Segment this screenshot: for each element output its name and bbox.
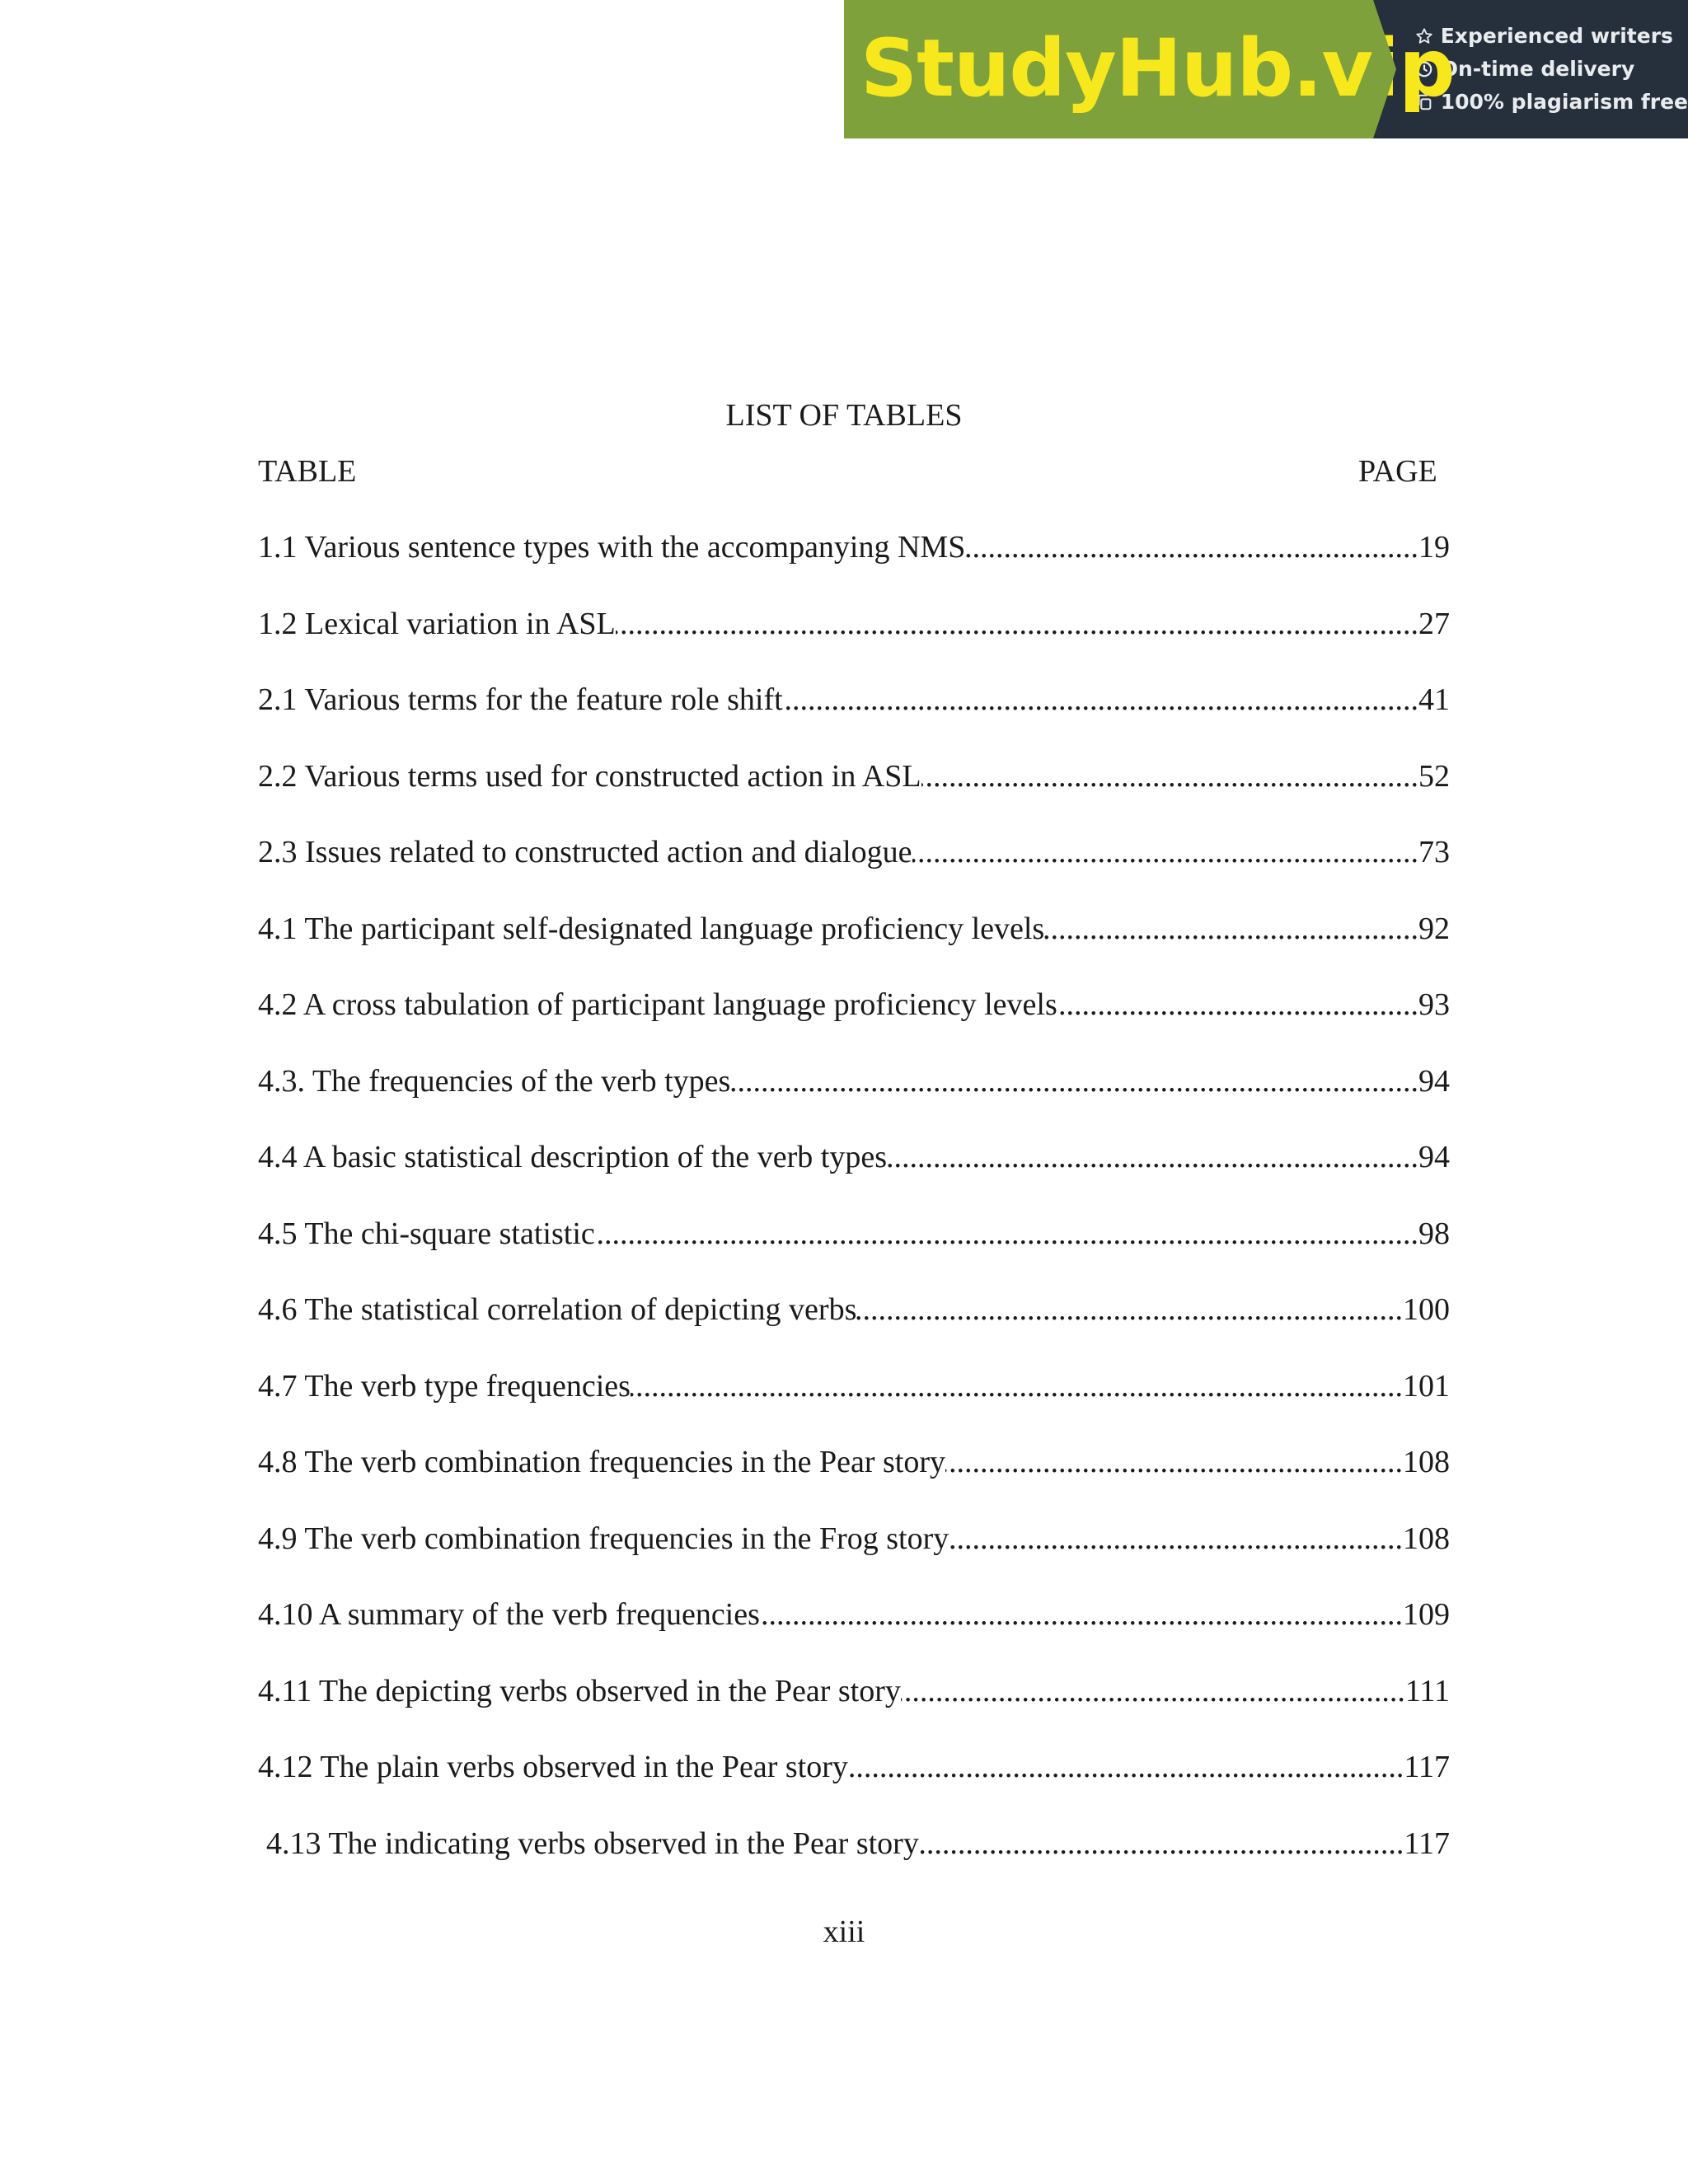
toc-leader-dots: [783, 678, 1418, 721]
column-header-page: PAGE: [1358, 454, 1437, 489]
toc-entry: [258, 1822, 1450, 1899]
toc-entry-page: 98: [1418, 1216, 1450, 1251]
toc-entry-page: 109: [1403, 1597, 1450, 1632]
feature-text: Experienced writers: [1440, 24, 1673, 48]
table-of-contents-list: [258, 526, 1450, 1898]
toc-leader-dots: [1057, 983, 1418, 1026]
toc-entry: [258, 1517, 1450, 1594]
toc-leader-dots: [965, 526, 1418, 569]
toc-entry-label: 4.11 The depicting verbs observed in the Pear story: [258, 1673, 901, 1708]
toc-entry-label: 4.7 The verb type frequencies: [258, 1368, 631, 1404]
banner-logo-panel: [844, 0, 1455, 138]
toc-leader-dots: [901, 1670, 1405, 1713]
toc-entry-label: 4.10 A summary of the verb frequencies: [258, 1597, 760, 1632]
feature-text: 100% plagiarism free: [1440, 90, 1688, 114]
toc-entry: [258, 1060, 1450, 1137]
toc-leader-dots: [1044, 907, 1418, 950]
toc-entry: [258, 1441, 1450, 1517]
toc-entry-page: 52: [1418, 758, 1450, 794]
toc-entry-label: 4.8 The verb combination frequencies in the Pear story: [258, 1445, 945, 1479]
toc-leader-dots: [887, 1136, 1418, 1179]
toc-entry-label: 1.1 Various sentence types with the accompanying NMS: [258, 530, 966, 565]
toc-entry: [258, 602, 1450, 679]
feature-item: [1414, 55, 1688, 83]
toc-entry-page: 92: [1418, 911, 1450, 946]
toc-leader-dots: [631, 1365, 1403, 1408]
toc-entry-label: 4.4 A basic statistical description of the verb types: [258, 1140, 888, 1174]
toc-entry-label: 4.2 A cross tabulation of participant language proficiency levels: [258, 987, 1057, 1022]
page-number: xiii: [823, 1915, 865, 1949]
toc-entry-page: 73: [1418, 835, 1450, 869]
toc-entry-page: 94: [1418, 1063, 1450, 1099]
toc-entry: [258, 1746, 1450, 1822]
toc-entry-label: 2.3 Issues related to constructed action and dialogue: [258, 835, 912, 869]
feature-item: [1414, 88, 1688, 116]
toc-entry-label: 4.13 The indicating verbs observed in the Pear story: [266, 1825, 919, 1861]
toc-entry-page: 27: [1418, 606, 1450, 641]
toc-leader-dots: [595, 1212, 1418, 1255]
toc-entry-label: 4.9 The verb combination frequencies in the Frog story: [258, 1521, 950, 1556]
toc-leader-dots: [760, 1593, 1403, 1636]
toc-leader-dots: [919, 1822, 1404, 1865]
studyhub-banner[interactable]: [844, 0, 1688, 138]
toc-entry-label: 4.6 The statistical correlation of depicting verbs: [258, 1292, 857, 1327]
toc-entry-label: 4.12 The plain verbs observed in the Pear story: [258, 1750, 848, 1784]
toc-leader-dots: [912, 831, 1418, 874]
toc-entry-page: 94: [1418, 1140, 1450, 1174]
toc-entry-label: 4.3. The frequencies of the verb types: [258, 1063, 731, 1099]
toc-entry-page: 100: [1403, 1292, 1450, 1327]
toc-entry: [258, 907, 1450, 984]
toc-entry-label: 4.1 The participant self-designated language proficiency levels: [258, 911, 1045, 946]
toc-leader-dots: [945, 1441, 1403, 1483]
toc-entry-page: 19: [1418, 530, 1450, 565]
toc-entry-page: 101: [1403, 1368, 1450, 1404]
toc-entry-page: 108: [1403, 1445, 1450, 1479]
toc-entry-label: 2.1 Various terms for the feature role shift: [258, 682, 783, 717]
page-title: LIST OF TABLES: [725, 398, 963, 433]
toc-leader-dots: [616, 602, 1418, 645]
feature-text: On-time delivery: [1440, 57, 1635, 81]
toc-entry: [258, 755, 1450, 832]
toc-entry-label: 4.5 The chi-square statistic: [258, 1216, 595, 1251]
toc-leader-dots: [730, 1060, 1418, 1103]
toc-entry: [258, 831, 1450, 907]
toc-entry: [258, 1365, 1450, 1441]
feature-item: [1414, 22, 1688, 50]
toc-entry: [258, 1212, 1450, 1289]
toc-leader-dots: [848, 1746, 1404, 1788]
toc-entry-page: 111: [1404, 1673, 1450, 1708]
toc-entry-page: 117: [1404, 1750, 1450, 1784]
toc-entry: [258, 1593, 1450, 1670]
toc-entry: [258, 678, 1450, 755]
column-header-table: TABLE: [258, 454, 357, 489]
toc-entry: [258, 526, 1450, 602]
toc-entry-page: 117: [1404, 1825, 1450, 1861]
studyhub-logo: StudyHub.vip: [860, 22, 1455, 115]
toc-entry-page: 93: [1418, 987, 1450, 1022]
toc-entry: [258, 983, 1450, 1060]
toc-entry-label: 2.2 Various terms used for constructed action in ASL: [258, 758, 921, 794]
banner-arrow: [1373, 0, 1396, 138]
toc-leader-dots: [921, 755, 1418, 798]
toc-entry-page: 108: [1403, 1521, 1450, 1556]
toc-entry-label: 1.2 Lexical variation in ASL: [258, 606, 616, 641]
toc-leader-dots: [856, 1288, 1403, 1331]
toc-entry-page: 41: [1418, 682, 1450, 717]
toc-entry: [258, 1288, 1450, 1365]
toc-entry: [258, 1670, 1450, 1746]
toc-leader-dots: [949, 1517, 1403, 1560]
toc-entry: [258, 1136, 1450, 1212]
